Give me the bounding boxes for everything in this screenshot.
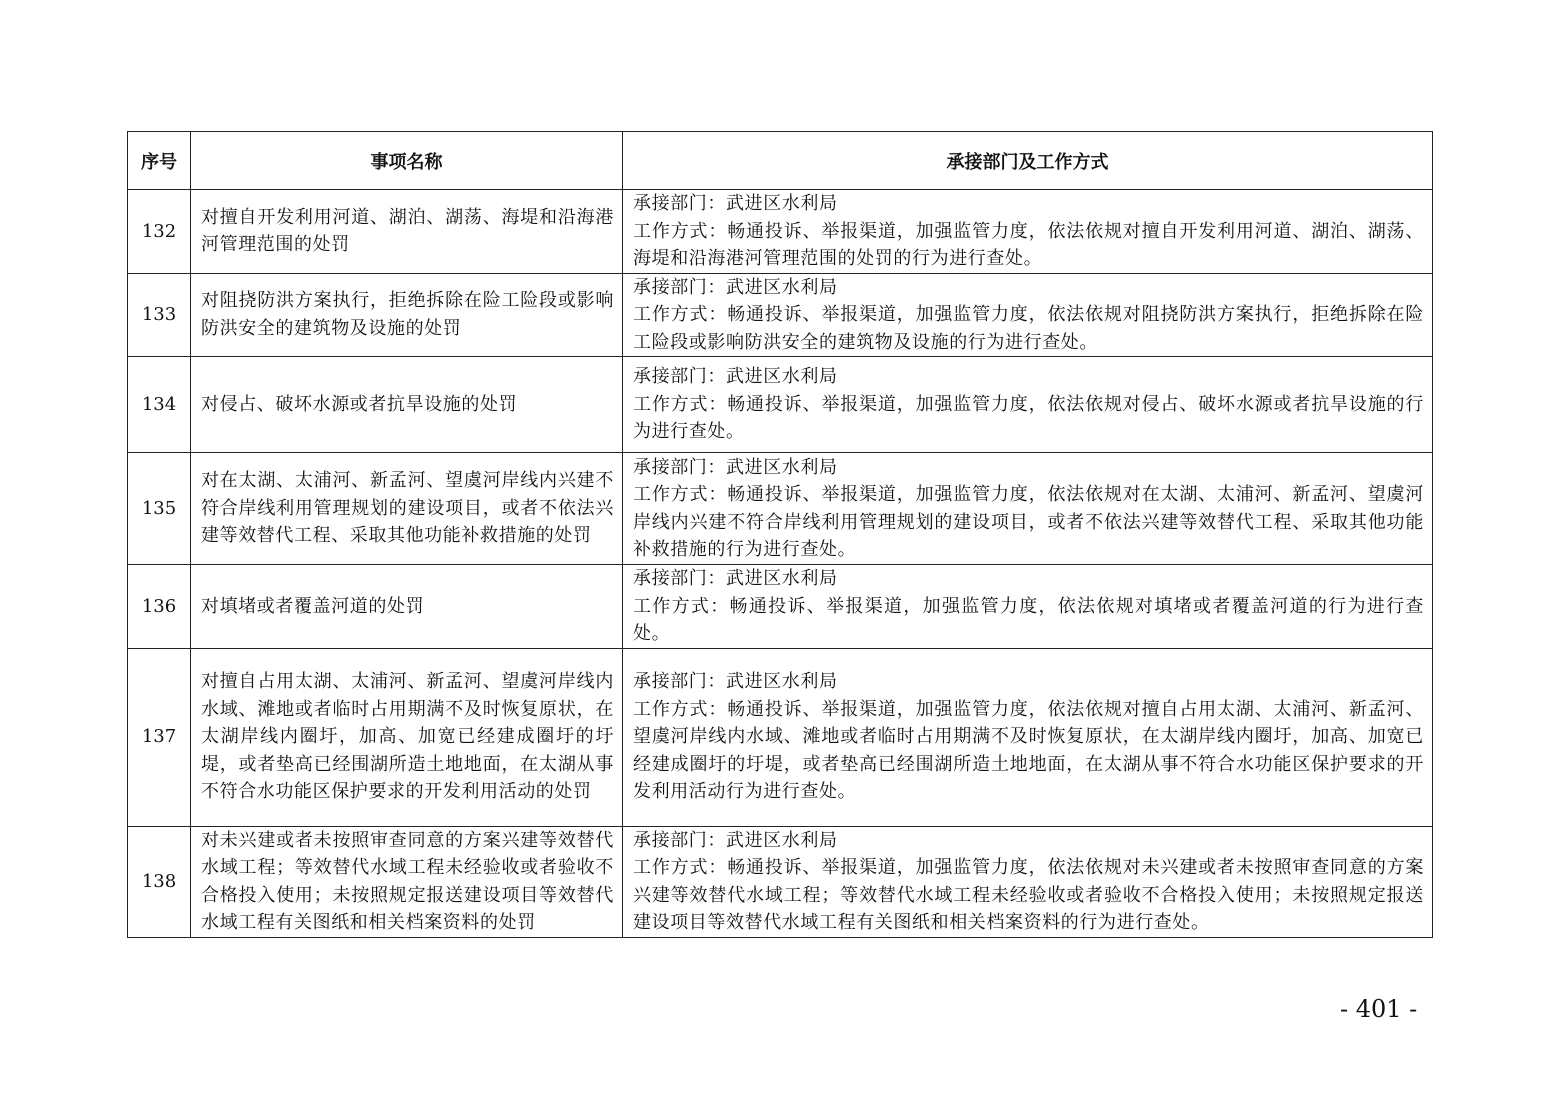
row-dept-and-method xyxy=(623,273,1433,357)
row-dept-and-method xyxy=(623,648,1433,826)
table-header-row xyxy=(128,132,1433,190)
row-index: 132 xyxy=(128,190,191,274)
row-index: 138 xyxy=(128,826,191,937)
header-matter-name: 事项名称 xyxy=(191,132,623,190)
row-dept-line: 承接部门：武进区水利局 xyxy=(633,829,838,851)
table-row xyxy=(128,648,1433,826)
row-matter-name: 对擅自占用太湖、太浦河、新孟河、望虞河岸线内水域、滩地或者临时占用期满不及时恢复原状，在太湖岸线内圈圩，加高、加宽已经建成圈圩的圩堤，或者垫高已经围湖所造土地地面，在太湖从事不符合水功能区保护要求的开发利用活动的处罚 xyxy=(191,648,623,826)
row-matter-name: 对填堵或者覆盖河道的处罚 xyxy=(191,565,623,649)
row-dept-line: 承接部门：武进区水利局 xyxy=(633,671,838,693)
table-row xyxy=(128,357,1433,453)
row-method-line: 工作方式：畅通投诉、举报渠道，加强监管力度，依法依规对在太湖、太浦河、新孟河、望虞河岸线内兴建不符合岸线利用管理规划的建设项目，或者不依法兴建等效替代工程、采取其他功能补救措施的行为进行查处。 xyxy=(633,484,1424,560)
row-method-line: 工作方式：畅通投诉、举报渠道，加强监管力度，依法依规对擅自占用太湖、太浦河、新孟河、望虞河岸线内水域、滩地或者临时占用期满不及时恢复原状，在太湖岸线内圈圩，加高、加宽已经建成圈圩的圩堤，或者垫高已经围湖所造土地地面，在太湖从事不符合水功能区保护要求的开发利用活动行为进行查处。 xyxy=(633,698,1424,803)
row-dept-line: 承接部门：武进区水利局 xyxy=(633,193,838,214)
row-dept-and-method xyxy=(623,453,1433,565)
row-index: 134 xyxy=(128,357,191,453)
table-row xyxy=(128,565,1433,649)
row-matter-name: 对阻挠防洪方案执行，拒绝拆除在险工险段或影响防洪安全的建筑物及设施的处罚 xyxy=(191,273,623,357)
row-index: 137 xyxy=(128,648,191,826)
row-dept-line: 承接部门：武进区水利局 xyxy=(633,456,838,478)
row-matter-name: 对擅自开发利用河道、湖泊、湖荡、海堤和沿海港河管理范围的处罚 xyxy=(191,190,623,274)
table-row xyxy=(128,190,1433,274)
row-index: 133 xyxy=(128,273,191,357)
row-dept-and-method xyxy=(623,826,1433,937)
page-number: - 401 - xyxy=(1340,995,1418,1023)
row-dept-and-method xyxy=(623,190,1433,274)
table-row xyxy=(128,826,1433,937)
row-matter-name: 对在太湖、太浦河、新孟河、望虞河岸线内兴建不符合岸线利用管理规划的建设项目，或者不依法兴建等效替代工程、采取其他功能补救措施的处罚 xyxy=(191,453,623,565)
row-method-line: 工作方式：畅通投诉、举报渠道，加强监管力度，依法依规对阻挠防洪方案执行，拒绝拆除在险工险段或影响防洪安全的建筑物及设施的行为进行查处。 xyxy=(633,304,1424,353)
header-index: 序号 xyxy=(128,132,191,190)
row-index: 136 xyxy=(128,565,191,649)
matters-table-container xyxy=(127,131,1432,938)
row-dept-line: 承接部门：武进区水利局 xyxy=(633,366,838,388)
row-matter-name: 对未兴建或者未按照审查同意的方案兴建等效替代水域工程；等效替代水域工程未经验收或者验收不合格投入使用；未按照规定报送建设项目等效替代水域工程有关图纸和相关档案资料的处罚 xyxy=(191,826,623,937)
header-dept-and-method: 承接部门及工作方式 xyxy=(623,132,1433,190)
row-matter-name: 对侵占、破坏水源或者抗旱设施的处罚 xyxy=(191,357,623,453)
row-dept-line: 承接部门：武进区水利局 xyxy=(633,276,838,298)
table-row xyxy=(128,453,1433,565)
row-method-line: 工作方式：畅通投诉、举报渠道，加强监管力度，依法依规对填堵或者覆盖河道的行为进行查处。 xyxy=(633,595,1424,644)
matters-table xyxy=(127,131,1433,938)
row-dept-and-method xyxy=(623,565,1433,649)
row-method-line: 工作方式：畅通投诉、举报渠道，加强监管力度，依法依规对未兴建或者未按照审查同意的方案兴建等效替代水域工程；等效替代水域工程未经验收或者验收不合格投入使用；未按照规定报送建设项目等效替代水域工程有关图纸和相关档案资料的行为进行查处。 xyxy=(633,857,1424,933)
row-method-line: 工作方式：畅通投诉、举报渠道，加强监管力度，依法依规对侵占、破坏水源或者抗旱设施的行为进行查处。 xyxy=(633,393,1424,443)
row-method-line: 工作方式：畅通投诉、举报渠道，加强监管力度，依法依规对擅自开发利用河道、湖泊、湖荡、海堤和沿海港河管理范围的处罚的行为进行查处。 xyxy=(633,220,1424,269)
row-index: 135 xyxy=(128,453,191,565)
table-row xyxy=(128,273,1433,357)
row-dept-and-method xyxy=(623,357,1433,453)
row-dept-line: 承接部门：武进区水利局 xyxy=(633,568,838,589)
